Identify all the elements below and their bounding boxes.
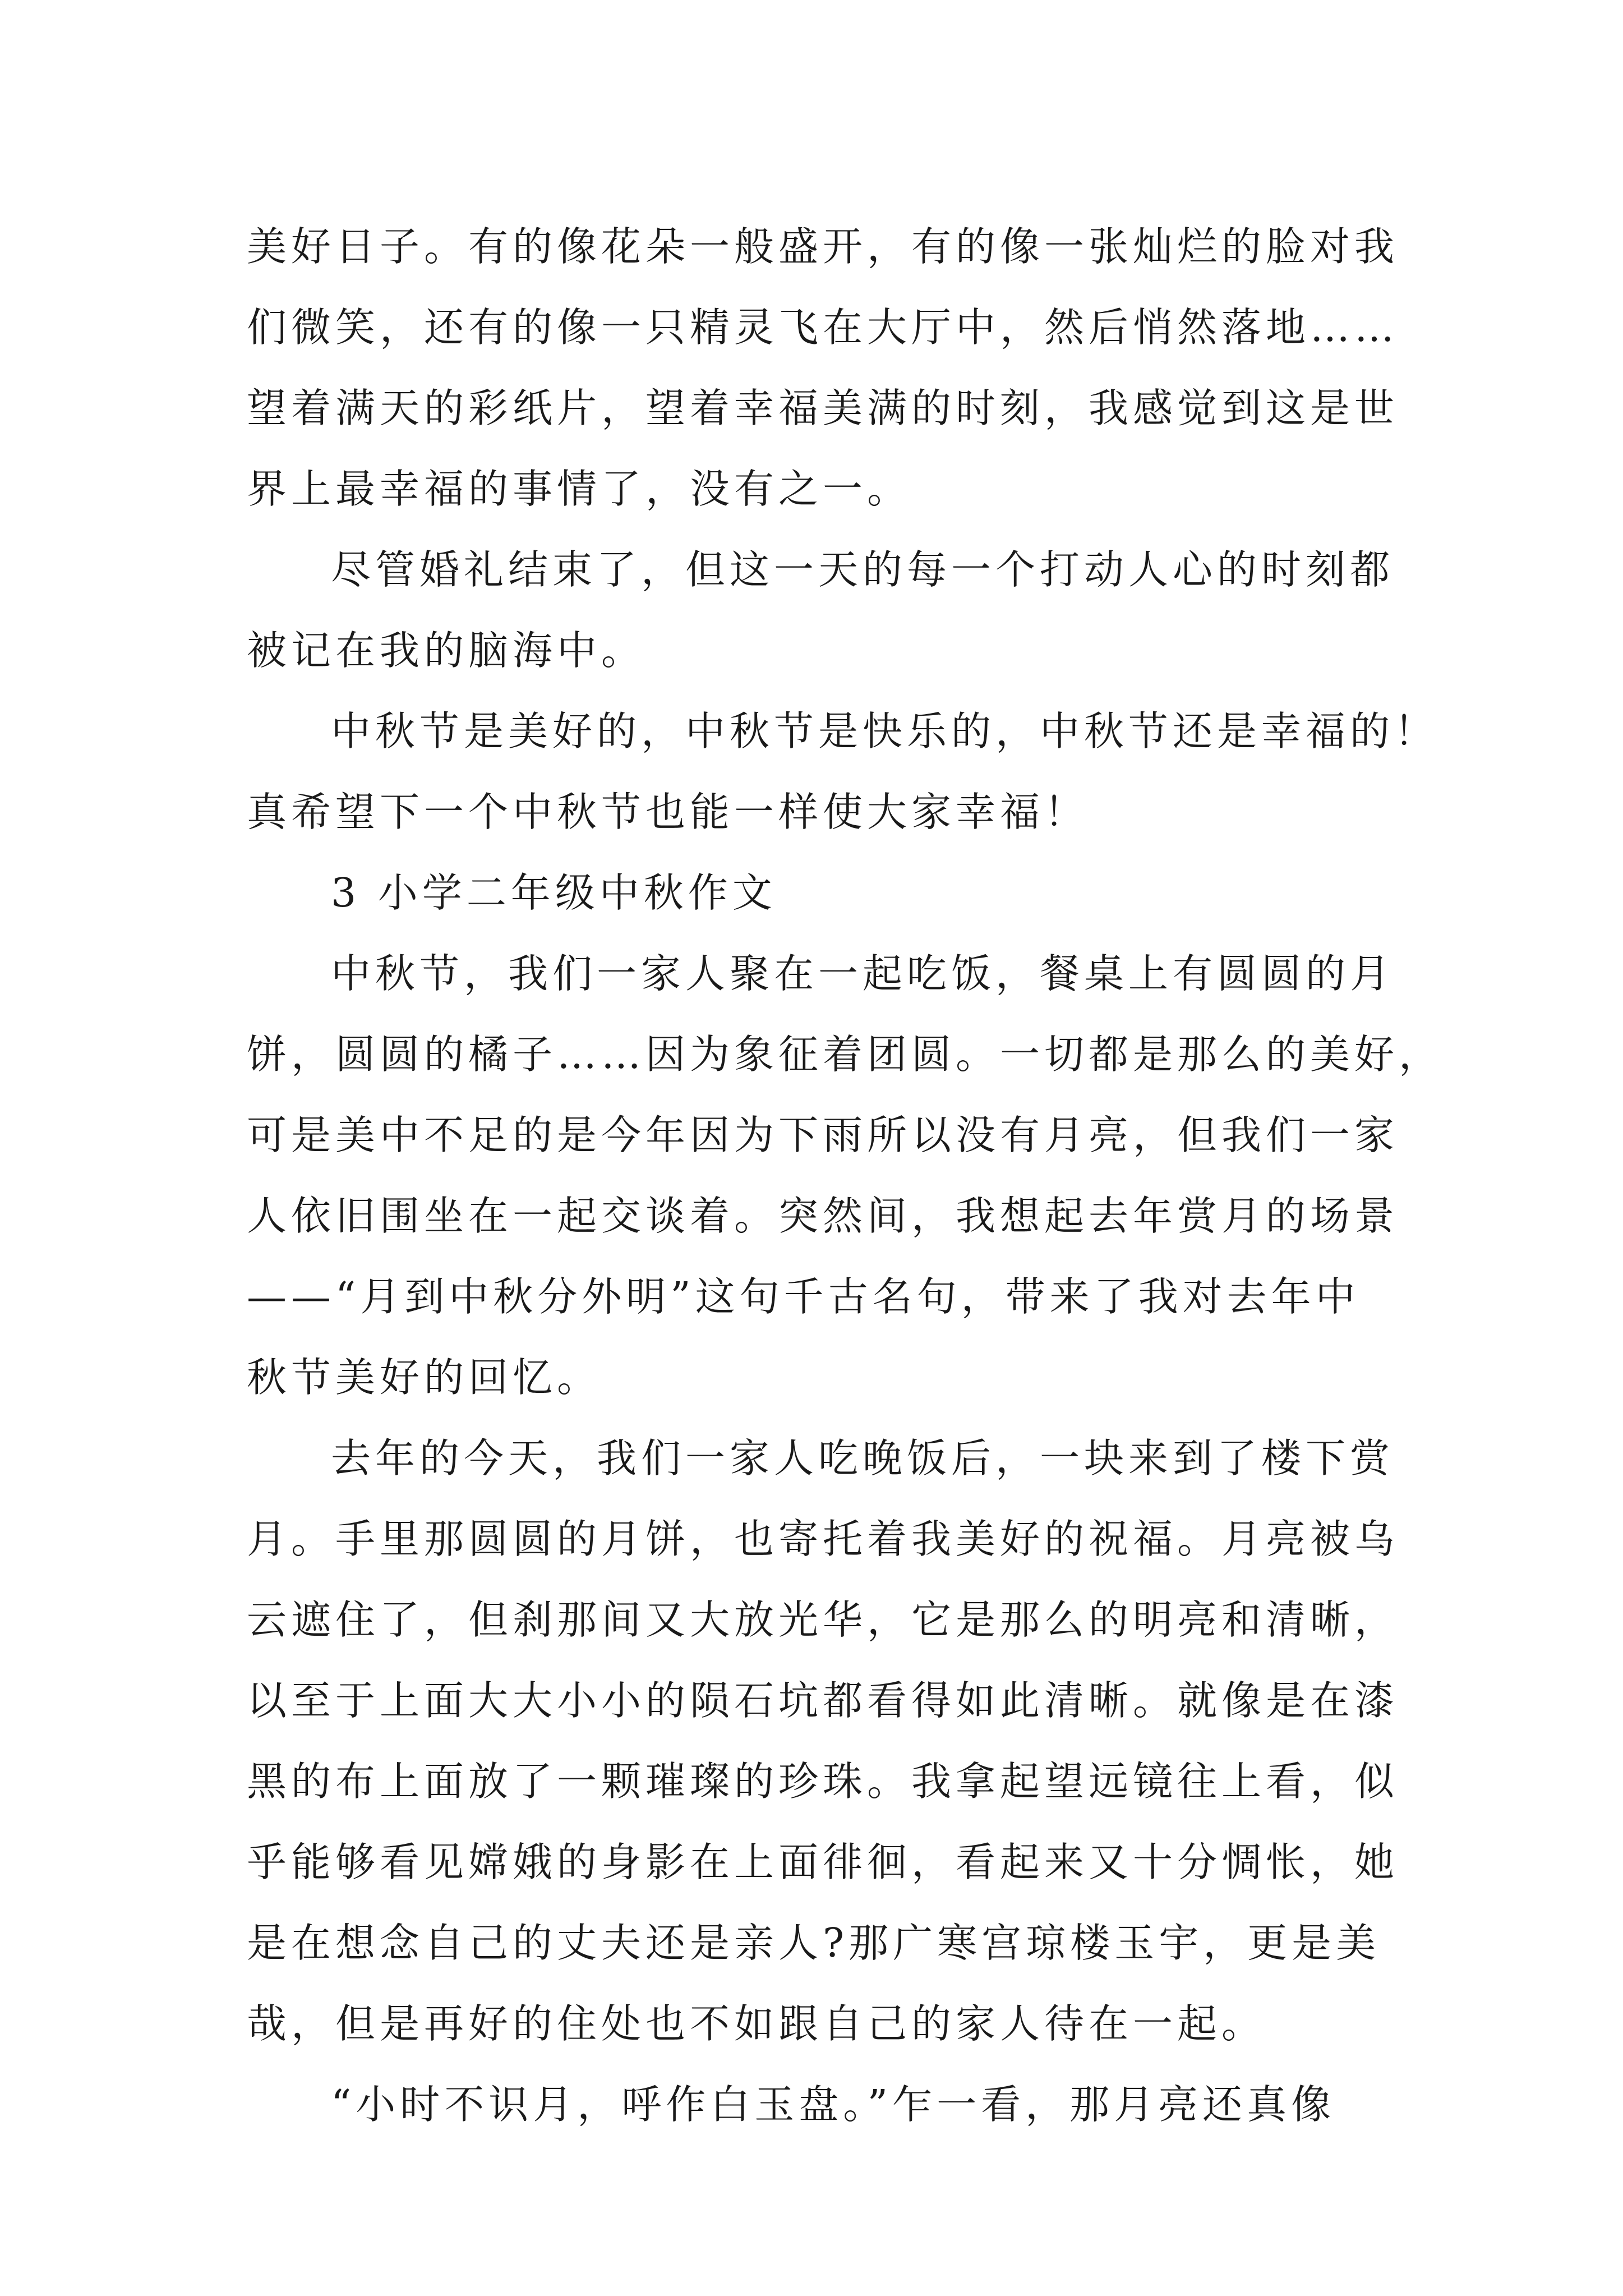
text-line: 云遮住了，但刹那间又大放光华，它是那么的明亮和清晰， <box>247 1596 1399 1643</box>
text-line: 美好日子。有的像花朵一般盛开，有的像一张灿烂的脸对我 <box>247 223 1399 270</box>
paragraph-start-line: “小时不识月，呼作白玉盘。”乍一看，那月亮还真像 <box>331 2081 1336 2128</box>
text-line: 黑的布上面放了一颗璀璨的珍珠。我拿起望远镜往上看，似 <box>247 1758 1399 1805</box>
paragraph-start-line: 中秋节是美好的，中秋节是快乐的，中秋节还是幸福的！ <box>331 708 1439 754</box>
text-line: 饼，圆圆的橘子……因为象征着团圆。一切都是那么的美好， <box>247 1031 1444 1078</box>
section-heading: 3 小学二年级中秋作文 <box>331 869 777 916</box>
document-body <box>247 206 1444 2145</box>
text-line: ——“月到中秋分外明”这句千古名句，带来了我对去年中 <box>247 1273 1360 1320</box>
paragraph-start-line: 去年的今天，我们一家人吃晚饭后，一块来到了楼下赏 <box>331 1435 1395 1481</box>
text-line: 秋节美好的回忆。 <box>247 1354 602 1401</box>
text-line: 可是美中不足的是今年因为下雨所以没有月亮，但我们一家 <box>247 1112 1399 1158</box>
text-line: 界上最幸福的事情了，没有之一。 <box>247 466 912 512</box>
text-line: 被记在我的脑海中。 <box>247 627 646 674</box>
text-line: 乎能够看见嫦娥的身影在上面徘徊，看起来又十分惆怅，她 <box>247 1839 1399 1885</box>
paragraph-start-line: 中秋节，我们一家人聚在一起吃饭，餐桌上有圆圆的月 <box>331 950 1395 997</box>
text-line: 们微笑，还有的像一只精灵飞在大厅中，然后悄然落地…… <box>247 304 1399 351</box>
paragraph-start-line: 尽管婚礼结束了，但这一天的每一个打动人心的时刻都 <box>331 546 1395 593</box>
text-line: 望着满天的彩纸片，望着幸福美满的时刻，我感觉到这是世 <box>247 385 1399 431</box>
text-line: 真希望下一个中秋节也能一样使大家幸福！ <box>247 789 1089 835</box>
text-line: 以至于上面大大小小的陨石坑都看得如此清晰。就像是在漆 <box>247 1677 1399 1724</box>
text-line: 人依旧围坐在一起交谈着。突然间，我想起去年赏月的场景 <box>247 1193 1399 1239</box>
text-line: 哉，但是再好的住处也不如跟自己的家人待在一起。 <box>247 2000 1266 2047</box>
text-line: 月。手里那圆圆的月饼，也寄托着我美好的祝福。月亮被乌 <box>247 1516 1399 1562</box>
text-line: 是在想念自己的丈夫还是亲人?那广寒宫琼楼玉宇，更是美 <box>247 1920 1381 1966</box>
